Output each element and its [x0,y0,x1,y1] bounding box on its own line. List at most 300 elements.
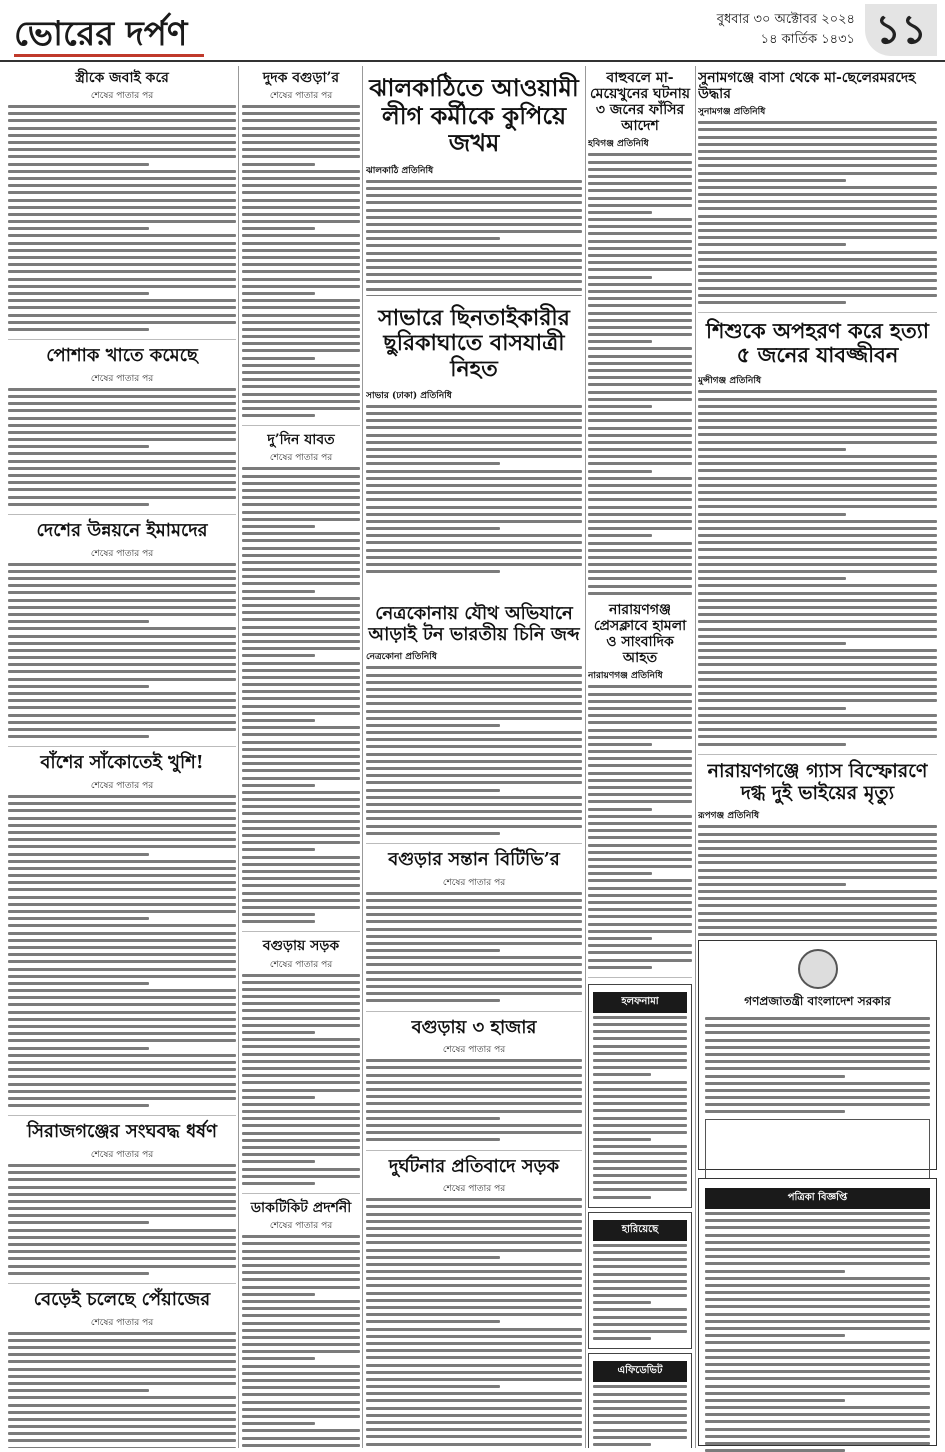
continued-label: শেষের পাতার পর [90,548,154,559]
text-line [8,1047,149,1050]
text-line [366,541,582,544]
text-line [588,290,692,293]
text-line [588,851,692,854]
text-line [593,1066,687,1069]
text-line [242,582,360,585]
text-line [8,678,236,681]
text-line [8,1097,236,1100]
text-line [366,906,582,909]
press-notice [698,1178,937,1446]
banner-headline: সাভারে ছিনতাইকারীর ছুরিকাঘাতে বাসযাত্রী নিহত [378,305,570,382]
text-line [242,877,360,880]
text-line [698,577,846,580]
text-line [8,321,236,324]
text-line [8,417,236,420]
text-line [588,793,692,796]
text-line [366,1088,582,1091]
article-headline: নারায়ণগঞ্জ প্রেসক্লাবে হামলা ও সাংবাদিক আহত [593,602,687,667]
text-line [698,563,937,566]
text-line [588,685,692,688]
text-line [366,892,582,895]
text-line [705,1046,930,1049]
article-body [242,467,360,923]
text-line [8,112,236,115]
text-line [8,1083,236,1086]
text-line [242,349,360,352]
text-line [8,699,236,702]
text-line [698,390,937,393]
text-line [366,216,582,219]
text-line [593,1330,687,1333]
text-line [593,1073,651,1076]
text-line [366,781,582,784]
text-line [242,148,360,151]
text-line [588,930,692,933]
text-line [366,1117,500,1120]
text-line [366,825,582,828]
text-line [8,563,236,566]
text-line [593,1287,687,1290]
text-line [8,888,236,891]
text-line [8,1025,236,1028]
notice-heading: পত্রিকা বিজ্ঞপ্তি [705,1188,930,1209]
text-line [698,236,937,239]
text-line [242,784,315,787]
text-line [698,685,937,688]
text-line [8,591,236,594]
text-line [8,853,149,856]
text-line [242,611,360,614]
text-line [8,1396,236,1399]
text-line [698,477,937,480]
text-line [705,1067,930,1070]
text-line [8,656,236,659]
text-line [242,1053,360,1056]
text-line [8,735,149,738]
text-line [242,489,360,492]
text-line [588,865,692,868]
text-line [593,1016,687,1019]
article-byline: মুন্সীগঞ্জ প্রতিনিধি [698,376,761,387]
text-line [8,1104,149,1107]
text-line [698,287,937,290]
text-line [8,838,236,841]
text-line [705,1363,930,1366]
notice-body [593,1385,687,1448]
text-line [588,283,692,286]
text-line [242,242,360,245]
text-line [593,1308,687,1311]
text-line [242,805,360,808]
text-line [705,1420,930,1423]
text-line [366,1356,582,1359]
text-line [366,237,500,240]
text-line [8,1221,149,1224]
text-line [8,1164,236,1167]
text-line [698,592,937,595]
text-line [588,534,652,537]
text-line [242,892,360,895]
text-line [8,982,149,985]
text-line [8,1447,236,1448]
text-line [588,944,692,947]
text-line [8,127,236,130]
text-line [698,426,937,429]
text-line [8,606,236,609]
text-line [242,1139,360,1142]
text-line [242,798,360,801]
text-line [242,393,360,396]
text-line [242,1060,360,1063]
text-line [8,409,236,412]
text-line [698,222,937,225]
text-line [588,592,692,595]
text-line [366,666,582,669]
column-a [8,68,236,1448]
column-rule [238,66,239,1448]
text-line [366,810,582,813]
text-line [366,1110,582,1113]
text-line [8,227,149,230]
text-line [588,577,692,580]
text-line [588,297,692,300]
text-line [8,1003,236,1006]
text-line [242,299,360,302]
article-body [366,405,582,573]
text-line [366,899,582,902]
text-line [366,681,582,684]
text-line [366,789,500,792]
text-line [242,827,360,830]
text-line [593,1323,687,1326]
text-line [366,280,582,283]
text-line [698,484,937,487]
continued-label: শেষের পাতার পর [90,1317,154,1328]
text-line [698,527,937,530]
text-line [366,223,582,226]
continued-label: শেষের পাতার পর [90,1149,154,1160]
text-line [588,570,692,573]
text-line [588,549,692,552]
text-line [8,496,236,499]
notice-heading: এফিডেভিট [593,1361,687,1382]
date-gregorian: বুধবার ৩০ অক্টোবর ২০২৪ [716,12,855,27]
text-line [705,1060,930,1063]
text-line [242,863,360,866]
affidavit-notice [588,1353,692,1448]
text-line [8,402,236,405]
text-line [588,764,692,767]
text-line [8,134,236,137]
text-line [588,204,692,207]
text-line [242,920,315,923]
text-line [593,1400,687,1403]
text-line [242,220,360,223]
text-line [242,191,360,194]
text-line [698,548,937,551]
text-line [366,1198,582,1201]
text-line [698,186,937,189]
text-line [366,295,582,296]
text-line [242,1379,360,1382]
text-line [366,549,582,552]
text-line [705,1053,930,1056]
text-line [698,904,937,907]
article-headline: পোশাক খাতে কমেছে [46,345,198,367]
text-line [588,218,692,221]
article-headline: সিরাজগঞ্জের সংঘবদ্ধ ধর্ষণ [27,1121,217,1143]
text-line [588,750,692,753]
text-line [242,342,360,345]
article-body [242,974,360,1185]
text-line [588,858,692,861]
text-line [8,1360,236,1363]
article [366,850,582,1012]
text-line [8,1186,236,1189]
text-line [8,1272,149,1275]
article-headline: দুর্ঘটনার প্রতিবাদে সড়ক [388,1155,560,1177]
text-line [8,1178,236,1181]
text-line [8,670,236,673]
text-line [698,441,937,444]
text-line [366,1335,582,1338]
text-line [698,735,937,738]
text-line [588,908,692,911]
text-line [8,924,236,927]
text-line [593,1414,687,1417]
text-line [8,1432,236,1435]
text-line [242,1250,360,1253]
text-line [8,299,236,302]
text-line [8,503,149,506]
text-line [242,371,360,374]
text-line [242,769,360,772]
text-line [8,917,149,920]
text-line [242,496,360,499]
text-line [8,184,236,187]
text-line [366,570,500,573]
text-line [242,1307,360,1310]
text-line [242,1343,360,1346]
text-line [366,760,582,763]
text-line [588,211,652,214]
text-line [588,304,692,307]
text-line [588,405,652,408]
text-line [366,419,582,422]
text-line [366,753,582,756]
text-line [588,462,692,465]
text-line [705,1392,930,1395]
text-line [593,1081,687,1084]
text-line [588,714,692,717]
article-body [8,1332,236,1448]
text-line [705,1255,930,1258]
text-line [588,757,692,760]
text-line [593,1124,687,1127]
text-line [588,491,692,494]
text-line [242,112,360,115]
text-line [698,505,937,508]
text-line [242,1444,360,1447]
text-line [242,1017,360,1020]
text-line [242,1429,360,1432]
text-line [242,884,360,887]
text-line [242,1160,315,1163]
text-line [8,1032,236,1035]
text-line [698,847,937,850]
text-line [698,897,937,900]
article-body [242,1235,360,1448]
text-line [588,441,692,444]
text-line [366,513,582,516]
text-line [588,319,692,322]
text-line [698,671,937,674]
text-line [366,1392,582,1395]
text-line [242,856,360,859]
text-line [588,240,692,243]
text-line [366,1342,582,1345]
text-line [242,719,315,722]
text-line [705,1110,845,1113]
text-line [242,683,360,686]
text-line [8,620,149,623]
text-line [242,482,360,485]
text-line [242,906,360,909]
article [8,1290,236,1448]
text-line [242,518,360,521]
text-line [8,1054,236,1057]
text-line [242,647,360,650]
text-line [242,834,360,837]
legal-notice [588,984,692,1208]
text-line [366,1385,500,1388]
text-line [588,168,692,171]
text-line [242,662,360,665]
text-line [8,874,236,877]
text-line [588,189,692,192]
text-line [698,207,937,210]
text-line [366,180,582,183]
text-line [242,134,360,137]
text-line [705,1262,930,1265]
column-e [698,68,937,936]
text-line [588,197,692,200]
text-line [593,1052,687,1055]
text-line [705,1313,930,1316]
text-line [366,1066,582,1069]
text-line [242,1242,360,1245]
text-line [8,148,236,151]
article-body [8,105,236,331]
text-line [698,164,937,167]
text-line [242,590,315,593]
text-line [8,1229,236,1232]
text-line [8,577,236,580]
text-line [366,1306,582,1309]
text-line [8,314,236,317]
text-line [366,724,500,727]
text-line [705,1284,930,1287]
text-line [588,369,692,372]
text-line [588,959,692,962]
text-line [588,966,652,969]
text-line [8,388,236,391]
text-line [588,261,692,264]
text-line [705,1413,930,1416]
text-line [242,163,315,166]
text-line [366,194,582,197]
text-line [8,431,236,434]
text-line [593,1429,687,1432]
text-line [588,513,692,516]
text-line [705,1399,845,1402]
text-line [242,1257,360,1260]
text-line [588,362,692,365]
text-line [242,748,360,751]
text-line [593,1095,687,1098]
text-line [698,128,937,131]
text-line [8,242,236,245]
text-line [8,199,236,202]
text-line [698,433,937,436]
text-line [242,119,360,122]
text-line [366,920,582,923]
text-line [242,733,360,736]
text-line [698,699,937,702]
text-line [593,1258,687,1261]
text-line [8,1018,236,1021]
text-line [242,1103,360,1106]
text-line [366,1249,582,1252]
text-line [242,568,360,571]
text-line [242,640,360,643]
text-line [242,899,360,902]
text-line [242,741,360,744]
continued-label: শেষের পাতার পর [442,1045,506,1056]
text-line [242,575,360,578]
text-line [588,161,692,164]
text-line [8,831,236,834]
text-line [242,561,360,564]
text-line [698,272,937,275]
text-line [588,800,692,803]
text-line [366,1263,582,1266]
article [8,753,236,1116]
text-line [698,883,846,886]
text-line [8,714,236,717]
article-byline: নেত্রকোনা প্রতিনিধি [366,652,437,663]
text-line [366,1428,582,1431]
article-body [698,390,937,745]
text-line [8,292,149,295]
logo-wordmark: ভোরের দর্পণ [14,14,188,54]
text-line [698,455,937,458]
text-line [366,1074,582,1077]
text-line [8,1214,236,1217]
text-line [588,836,692,839]
text-line [8,1368,236,1371]
text-line [588,506,692,509]
text-line [588,383,692,386]
text-line [8,1171,236,1174]
text-line [242,467,360,470]
article-body [366,1198,582,1448]
text-line [698,613,937,616]
text-line [8,177,236,180]
text-line [593,1407,687,1410]
notice-body [593,1016,687,1199]
text-line [588,470,652,473]
